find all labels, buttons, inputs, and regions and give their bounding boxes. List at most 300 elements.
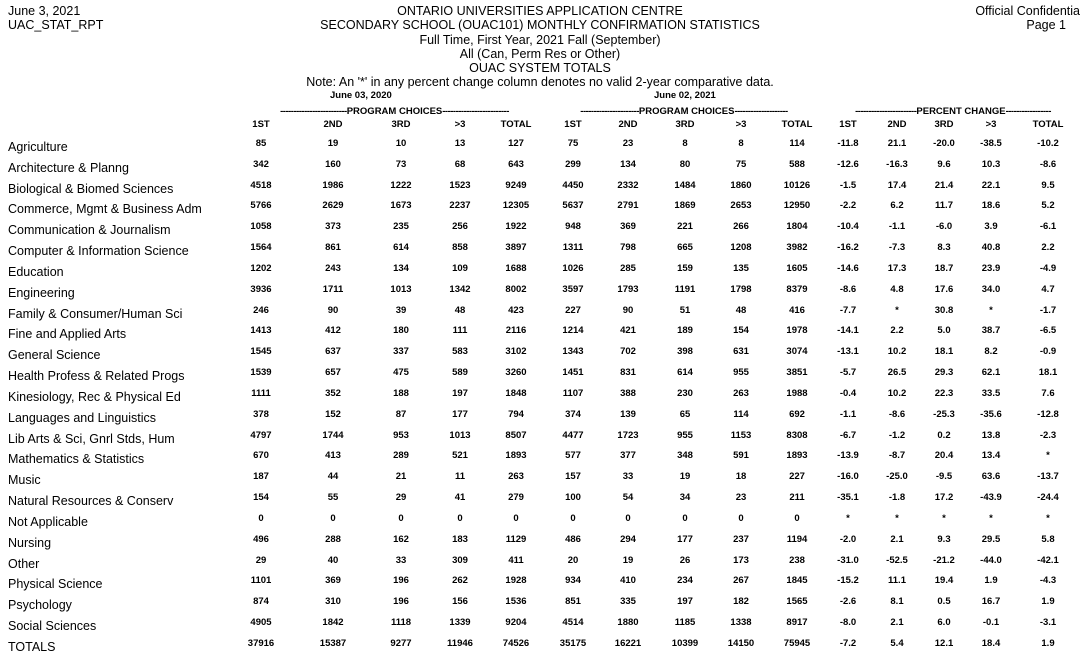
table-row (0, 388, 1080, 406)
table-cell: 139 (620, 408, 636, 420)
table-cell: 17.4 (887, 179, 907, 191)
table-cell: 157 (565, 471, 581, 483)
row-label: Social Sciences (8, 619, 97, 634)
table-cell: 230 (677, 387, 693, 399)
table-cell: 29.5 (981, 533, 1001, 545)
table-cell: 2629 (322, 200, 344, 212)
table-cell: 335 (620, 596, 636, 608)
row-label: Psychology (8, 598, 72, 613)
table-cell: 262 (452, 575, 468, 587)
table-cell: 227 (565, 304, 581, 316)
table-cell: 1222 (390, 179, 412, 191)
table-cell: 18.6 (981, 200, 1001, 212)
table-cell: 7.6 (1041, 387, 1055, 399)
table-cell: 17.2 (934, 492, 954, 504)
table-cell: 23 (735, 492, 747, 504)
table-cell: 1536 (505, 596, 527, 608)
table-cell: 2.1 (890, 533, 904, 545)
report-date: June 3, 2021 (8, 4, 81, 18)
table-cell: 197 (677, 596, 693, 608)
table-row (0, 180, 1080, 198)
table-cell: 310 (325, 596, 341, 608)
table-cell: 48 (735, 304, 747, 316)
table-cell: 243 (325, 262, 341, 274)
table-cell: 1880 (617, 617, 639, 629)
table-cell: 5.8 (1041, 533, 1055, 545)
table-cell: 374 (565, 408, 581, 420)
table-cell: 34 (679, 492, 691, 504)
table-cell: -24.4 (1037, 492, 1059, 504)
table-cell: -5.7 (839, 367, 857, 379)
column-header: 2ND (618, 119, 638, 130)
table-cell: 1986 (322, 179, 344, 191)
table-cell: 1845 (786, 575, 808, 587)
table-cell: 1101 (250, 575, 272, 587)
table-cell: 29.3 (934, 367, 954, 379)
table-cell: 0 (457, 512, 463, 524)
table-cell: 12950 (783, 200, 811, 212)
table-cell: 100 (565, 492, 581, 504)
table-cell: 65 (679, 408, 691, 420)
table-cell: 1311 (562, 242, 584, 254)
table-cell: 9249 (505, 179, 527, 191)
table-cell: 1129 (505, 533, 527, 545)
table-cell: 4518 (250, 179, 272, 191)
table-cell: 2237 (449, 200, 471, 212)
table-cell: 37916 (247, 637, 275, 649)
table-cell: 378 (253, 408, 269, 420)
table-cell: 127 (508, 138, 524, 149)
table-cell: 35175 (559, 637, 587, 649)
table-cell: 1013 (449, 429, 471, 441)
table-cell: -20.0 (933, 138, 955, 149)
totals-row (0, 638, 1080, 656)
table-cell: 227 (789, 471, 805, 483)
table-cell: 85 (255, 138, 267, 149)
column-header: TOTAL (781, 119, 813, 130)
table-cell: 1214 (562, 325, 584, 337)
table-cell: -8.7 (888, 450, 906, 462)
table-cell: 0 (330, 512, 336, 524)
table-cell: 19.4 (934, 575, 954, 587)
table-cell: 13.8 (981, 429, 1001, 441)
table-cell: 3936 (250, 283, 272, 295)
table-cell: 1564 (250, 242, 272, 254)
table-cell: 8002 (505, 283, 527, 295)
table-cell: 3597 (562, 283, 584, 295)
table-cell: 54 (622, 492, 634, 504)
table-cell: -7.3 (888, 242, 906, 254)
row-label: Family & Consumer/Human Sci (8, 306, 183, 321)
row-label: Agriculture (8, 140, 68, 154)
table-row (0, 325, 1080, 343)
table-cell: 1711 (322, 283, 344, 295)
table-cell: -13.7 (1037, 471, 1059, 483)
table-cell: -1.2 (888, 429, 906, 441)
table-cell: 75 (567, 138, 579, 149)
table-cell: 614 (677, 367, 693, 379)
table-cell: 221 (677, 221, 693, 233)
table-row (0, 221, 1080, 239)
table-cell: 11.1 (888, 575, 906, 587)
table-cell: -21.2 (933, 554, 955, 566)
row-label: Lib Arts & Sci, Gnrl Stds, Hum (8, 431, 175, 446)
table-cell: 670 (253, 450, 269, 462)
table-cell: 68 (454, 158, 466, 170)
table-cell: 34.0 (981, 283, 1001, 295)
group-label-2021: ----------------------PROGRAM CHOICES-------------------- (580, 106, 788, 117)
table-cell: 1.9 (1041, 596, 1055, 608)
table-cell: 14150 (727, 637, 755, 649)
table-cell: 62.1 (981, 367, 1001, 379)
table-cell: 11 (454, 471, 466, 483)
table-cell: 955 (733, 367, 749, 379)
table-cell: 9.5 (1041, 179, 1055, 191)
table-cell: 8 (682, 138, 688, 149)
table-cell: 8917 (786, 617, 808, 629)
table-cell: 1893 (786, 450, 808, 462)
table-cell: 1798 (730, 283, 752, 295)
table-cell: -10.4 (837, 221, 859, 233)
table-cell: 44 (327, 471, 339, 483)
table-cell: 5766 (250, 200, 272, 212)
date-2020: June 03, 2020 (330, 90, 392, 101)
table-cell: 1978 (786, 325, 808, 337)
table-cell: 10126 (783, 179, 811, 191)
table-cell: 1842 (322, 617, 344, 629)
table-cell: 8379 (786, 283, 808, 295)
table-cell: 352 (325, 387, 341, 399)
table-cell: 583 (452, 346, 468, 358)
table-cell: 15387 (319, 637, 347, 649)
table-cell: 1793 (617, 283, 639, 295)
table-cell: 238 (789, 554, 805, 566)
column-header: >3 (454, 119, 466, 130)
row-label: Not Applicable (8, 514, 88, 529)
row-label: Mathematics & Statistics (8, 452, 145, 467)
table-cell: -1.7 (1039, 304, 1057, 316)
table-cell: 794 (508, 408, 524, 420)
table-cell: * (846, 512, 850, 524)
table-cell: 177 (677, 533, 693, 545)
table-cell: 1339 (449, 617, 471, 629)
table-cell: 234 (677, 575, 693, 587)
table-cell: 657 (325, 367, 341, 379)
table-cell: 17.6 (934, 283, 954, 295)
table-cell: 8.1 (890, 596, 904, 608)
table-row (0, 367, 1080, 385)
table-cell: 373 (325, 221, 341, 233)
table-cell: 0 (398, 512, 404, 524)
table-cell: -43.9 (980, 492, 1002, 504)
table-cell: 0.5 (937, 596, 951, 608)
table-cell: 29 (255, 554, 267, 566)
group-label-percent: -----------------------PERCENT CHANGE----------------- (855, 106, 1051, 117)
column-header: TOTAL (500, 119, 532, 130)
table-cell: 10 (395, 138, 407, 149)
table-cell: 1869 (674, 200, 696, 212)
table-cell: 180 (393, 325, 409, 337)
table-cell: 189 (677, 325, 693, 337)
table-cell: 196 (393, 596, 409, 608)
table-cell: 33.5 (981, 387, 1001, 399)
table-cell: 1744 (322, 429, 344, 441)
title-line-5: OUAC SYSTEM TOTALS (469, 61, 611, 75)
table-cell: 197 (452, 387, 468, 399)
table-cell: 1565 (786, 596, 808, 608)
table-cell: 21 (395, 471, 407, 483)
table-cell: 39 (395, 304, 407, 316)
table-cell: 421 (620, 325, 636, 337)
table-cell: -35.1 (837, 492, 859, 504)
table-cell: -2.2 (839, 200, 857, 212)
table-cell: 8507 (505, 429, 527, 441)
table-cell: 637 (325, 346, 341, 358)
row-label: Natural Resources & Conserv (8, 494, 174, 509)
table-cell: 41 (454, 492, 466, 504)
table-cell: 1451 (562, 367, 584, 379)
table-cell: 3897 (505, 242, 527, 254)
table-cell: -13.1 (837, 346, 859, 358)
column-header: 2ND (887, 119, 907, 130)
row-label: Computer & Information Science (8, 244, 189, 259)
table-cell: 38.7 (981, 325, 1001, 337)
table-cell: 73 (395, 158, 407, 170)
row-label: Nursing (8, 535, 52, 550)
group-label-2020: -------------------------PROGRAM CHOICES------------------------- (280, 106, 509, 117)
table-cell: 411 (508, 554, 524, 566)
table-cell: 309 (452, 554, 468, 566)
table-cell: -38.5 (980, 138, 1002, 149)
table-cell: 398 (677, 346, 693, 358)
table-cell: 1484 (674, 179, 696, 191)
table-cell: -0.4 (839, 387, 857, 399)
table-cell: 288 (325, 533, 341, 545)
table-cell: 1208 (730, 242, 752, 254)
table-cell: 4514 (562, 617, 584, 629)
table-row (0, 242, 1080, 260)
table-cell: -4.9 (1039, 262, 1057, 274)
table-cell: -44.0 (980, 554, 1002, 566)
table-cell: 75 (735, 158, 747, 170)
table-cell: 1893 (505, 450, 527, 462)
table-cell: 173 (733, 554, 749, 566)
table-cell: -12.8 (1037, 408, 1059, 420)
program-choices-2020-label: PROGRAM CHOICES (346, 106, 443, 117)
table-cell: -25.0 (886, 471, 908, 483)
table-cell: 416 (789, 304, 805, 316)
table-cell: 10.3 (981, 158, 1001, 170)
table-cell: 18.1 (1038, 367, 1058, 379)
table-cell: 160 (325, 158, 341, 170)
table-row (0, 346, 1080, 364)
table-cell: 75945 (783, 637, 811, 649)
table-cell: 246 (253, 304, 269, 316)
table-cell: 577 (565, 450, 581, 462)
table-cell: 410 (620, 575, 636, 587)
table-cell: 1058 (250, 221, 272, 233)
table-cell: 63.6 (981, 471, 1001, 483)
table-cell: * (1046, 512, 1050, 524)
title-line-3: Full Time, First Year, 2021 Fall (September) (419, 33, 661, 47)
date-2021: June 02, 2021 (654, 90, 716, 101)
table-cell: 521 (452, 450, 468, 462)
row-label: Music (8, 473, 41, 488)
table-cell: 591 (733, 450, 749, 462)
row-label: Health Profess & Related Progs (8, 369, 185, 384)
table-cell: -13.9 (837, 450, 859, 462)
table-cell: -42.1 (1037, 554, 1059, 566)
table-cell: 0 (738, 512, 744, 524)
table-cell: 0 (625, 512, 631, 524)
table-row (0, 575, 1080, 593)
table-cell: 1338 (730, 617, 752, 629)
table-cell: -6.5 (1039, 325, 1057, 337)
table-cell: 21.1 (887, 138, 907, 149)
table-cell: 13.4 (981, 450, 1001, 462)
table-cell: * (989, 304, 993, 316)
table-row (0, 430, 1080, 448)
table-cell: * (989, 512, 993, 524)
table-cell: 8.2 (984, 346, 998, 358)
table-cell: 152 (325, 408, 341, 420)
table-cell: 1013 (390, 283, 412, 295)
table-cell: 135 (733, 262, 749, 274)
column-header: 1ST (564, 119, 582, 130)
table-cell: 90 (327, 304, 339, 316)
percent-change-label: PERCENT CHANGE (916, 106, 1006, 117)
table-cell: -0.1 (982, 617, 1000, 629)
table-cell: 17.3 (887, 262, 907, 274)
table-cell: 9.3 (937, 533, 951, 545)
table-cell: 1673 (390, 200, 412, 212)
table-cell: 114 (789, 138, 805, 149)
table-cell: 1118 (390, 617, 412, 629)
table-cell: 3.9 (984, 221, 998, 233)
table-cell: -8.6 (839, 283, 857, 295)
table-cell: 109 (452, 262, 468, 274)
table-cell: 1111 (251, 387, 271, 399)
table-cell: 643 (508, 158, 524, 170)
table-cell: 6.0 (937, 617, 951, 629)
column-header: 2ND (323, 119, 343, 130)
table-cell: 33 (622, 471, 634, 483)
row-label: Kinesiology, Rec & Physical Ed (8, 389, 181, 404)
table-cell: 9204 (505, 617, 527, 629)
table-cell: 177 (452, 408, 468, 420)
row-label: Commerce, Mgmt & Business Adm (8, 202, 202, 217)
table-cell: 369 (620, 221, 636, 233)
table-cell: 9277 (390, 637, 412, 649)
table-row (0, 534, 1080, 552)
table-cell: -16.3 (886, 158, 908, 170)
table-cell: -7.2 (839, 637, 857, 649)
table-cell: -1.8 (888, 492, 906, 504)
column-header: >3 (985, 119, 997, 130)
table-cell: -3.1 (1039, 617, 1057, 629)
table-cell: 182 (733, 596, 749, 608)
table-row (0, 492, 1080, 510)
table-cell: 134 (393, 262, 409, 274)
table-cell: 279 (508, 492, 524, 504)
table-cell: 0 (513, 512, 519, 524)
table-cell: 23 (622, 138, 634, 149)
row-label: Languages and Linguistics (8, 410, 157, 425)
row-label: Biological & Biomed Sciences (8, 181, 174, 196)
table-cell: 30.8 (934, 304, 954, 316)
table-cell: 22.1 (981, 179, 1001, 191)
table-cell: 798 (620, 242, 636, 254)
table-cell: 1605 (786, 262, 808, 274)
table-cell: 4905 (250, 617, 272, 629)
table-cell: -11.8 (837, 138, 859, 149)
table-cell: 154 (733, 325, 749, 337)
table-cell: 23.9 (981, 262, 1001, 274)
table-cell: 267 (733, 575, 749, 587)
table-row (0, 617, 1080, 635)
table-cell: 0 (794, 512, 800, 524)
table-cell: 2.2 (890, 325, 904, 337)
column-header: 3RD (675, 119, 695, 130)
title-line-1: ONTARIO UNIVERSITIES APPLICATION CENTRE (397, 4, 683, 18)
table-cell: 861 (325, 242, 341, 254)
table-cell: 263 (508, 471, 524, 483)
table-cell: 692 (789, 408, 805, 420)
table-cell: 187 (253, 471, 269, 483)
page-number: Page 1 (1026, 18, 1066, 32)
table-cell: 2.1 (890, 617, 904, 629)
table-cell: 388 (620, 387, 636, 399)
table-cell: 8.3 (937, 242, 951, 254)
column-header: >3 (735, 119, 747, 130)
table-cell: -2.6 (839, 596, 857, 608)
table-cell: 1804 (786, 221, 808, 233)
table-cell: 955 (677, 429, 693, 441)
table-cell: 11946 (447, 637, 473, 649)
table-cell: 18.1 (934, 346, 954, 358)
table-cell: 348 (677, 450, 693, 462)
row-label: Communication & Journalism (8, 223, 171, 238)
table-cell: 2332 (617, 179, 639, 191)
table-cell: 3982 (786, 242, 808, 254)
table-cell: 74526 (502, 637, 530, 649)
table-cell: 21.4 (934, 179, 954, 191)
table-cell: 631 (733, 346, 749, 358)
table-row (0, 555, 1080, 573)
table-cell: 0.2 (937, 429, 951, 441)
table-row (0, 159, 1080, 177)
table-cell: -6.0 (935, 221, 953, 233)
table-cell: -15.2 (837, 575, 859, 587)
table-cell: 377 (620, 450, 636, 462)
table-cell: -10.2 (1037, 138, 1059, 149)
column-header: 3RD (391, 119, 411, 130)
row-label: TOTALS (8, 639, 56, 654)
table-cell: 10.2 (887, 346, 907, 358)
table-cell: 188 (393, 387, 409, 399)
table-cell: -0.9 (1039, 346, 1057, 358)
table-cell: 1539 (250, 367, 272, 379)
table-cell: 20 (567, 554, 579, 566)
table-cell: -52.5 (886, 554, 908, 566)
table-cell: 589 (452, 367, 468, 379)
table-cell: 1.9 (1041, 637, 1055, 649)
table-cell: 19 (679, 471, 691, 483)
table-cell: 18.4 (981, 637, 1001, 649)
table-cell: -7.7 (839, 304, 857, 316)
table-cell: 18.7 (934, 262, 954, 274)
table-cell: -2.3 (1039, 429, 1057, 441)
